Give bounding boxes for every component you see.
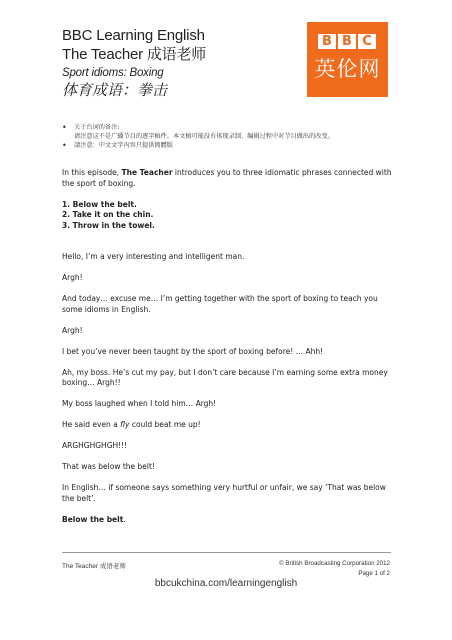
paragraph: My boss laughed when I told him… Argh! <box>62 399 217 408</box>
logo-chinese-text: 英伦网 <box>314 57 381 81</box>
transcript-notes <box>62 123 402 150</box>
paragraph: Hello, I’m a very interesting and intelligent man. <box>62 252 245 261</box>
footer-url[interactable]: bbcukchina.com/learningenglish <box>154 578 298 589</box>
intro-paragraph <box>62 168 397 189</box>
footer-divider <box>62 552 391 553</box>
note-item <box>62 123 402 141</box>
bullet-icon: • <box>62 123 67 132</box>
idiom-list <box>62 200 397 232</box>
transcript-body <box>62 168 397 525</box>
paragraph: I bet you’ve never been taught by the sport of boxing before! … Ahh! <box>62 346 324 356</box>
bullet-icon: • <box>62 141 67 150</box>
paragraph-italic: fly <box>120 420 130 429</box>
document-header <box>62 26 312 100</box>
paragraph: ARGHGHGHGH!!! <box>62 441 128 450</box>
idiom-item: 3. Throw in the towel. <box>62 220 155 230</box>
footer-page-number: Page 1 of 2 <box>358 569 390 577</box>
header-episode-title: Sport idioms: Boxing <box>62 67 164 79</box>
footer-meta <box>279 559 390 578</box>
idiom-item: 1. Below the belt. <box>62 199 137 209</box>
paragraph-idiom <box>62 515 397 526</box>
paragraph <box>62 420 397 431</box>
idiom-item: 2. Take it on the chin. <box>62 210 154 219</box>
paragraph-text-end: could beat me up! <box>129 420 201 429</box>
paragraph: Argh! <box>62 273 83 282</box>
paragraph: Ah, my boss. He’s cut my pay, but I don’t care because I’m earning some extra money boxing… Argh!! <box>62 367 388 387</box>
paragraph: That was below the belt! <box>62 462 155 471</box>
note-body: 请注意这不是广播节目的逐字稿件。本文稿可能没有体现录制、编辑过程中对节目做出的改变。 <box>74 133 334 140</box>
header-title: BBC Learning English <box>62 27 205 44</box>
paragraph: And today… excuse me… I’m getting together with the sport of boxing to teach you some idioms in English. <box>62 294 378 314</box>
logo-letter-b1: B <box>318 34 336 49</box>
note-simplified: 請注意：中文文字內容只提供簡體版 <box>74 142 173 149</box>
note-item <box>62 141 402 150</box>
idiom-end: . <box>123 514 126 524</box>
footer-copyright: © British Broadcasting Corporation 2012 <box>279 560 390 567</box>
header-episode-title-chinese: 体育成语：拳击 <box>62 81 168 99</box>
logo-letter-c: C <box>358 34 376 49</box>
idiom-bold: Below the belt <box>62 514 124 524</box>
intro-text-end: introduces you to three idiomatic phrases connected with the sport of boxing. <box>62 168 392 188</box>
intro-bold: The Teacher <box>121 168 173 177</box>
paragraph-text: He said even a <box>62 420 121 429</box>
paragraph: Argh! <box>62 325 83 335</box>
note-title: 关于台词的备注: <box>74 124 120 131</box>
logo-letter-b2: B <box>338 34 356 49</box>
header-series-title: The Teacher 成语老师 <box>62 46 207 63</box>
footer-series: The Teacher 成语老师 <box>62 563 126 570</box>
paragraph: In English… if someone says something very hurtful or unfair, we say ‘That was below the belt’. <box>62 483 386 503</box>
bbc-logo <box>307 22 388 97</box>
intro-text: In this episode, <box>62 168 122 177</box>
